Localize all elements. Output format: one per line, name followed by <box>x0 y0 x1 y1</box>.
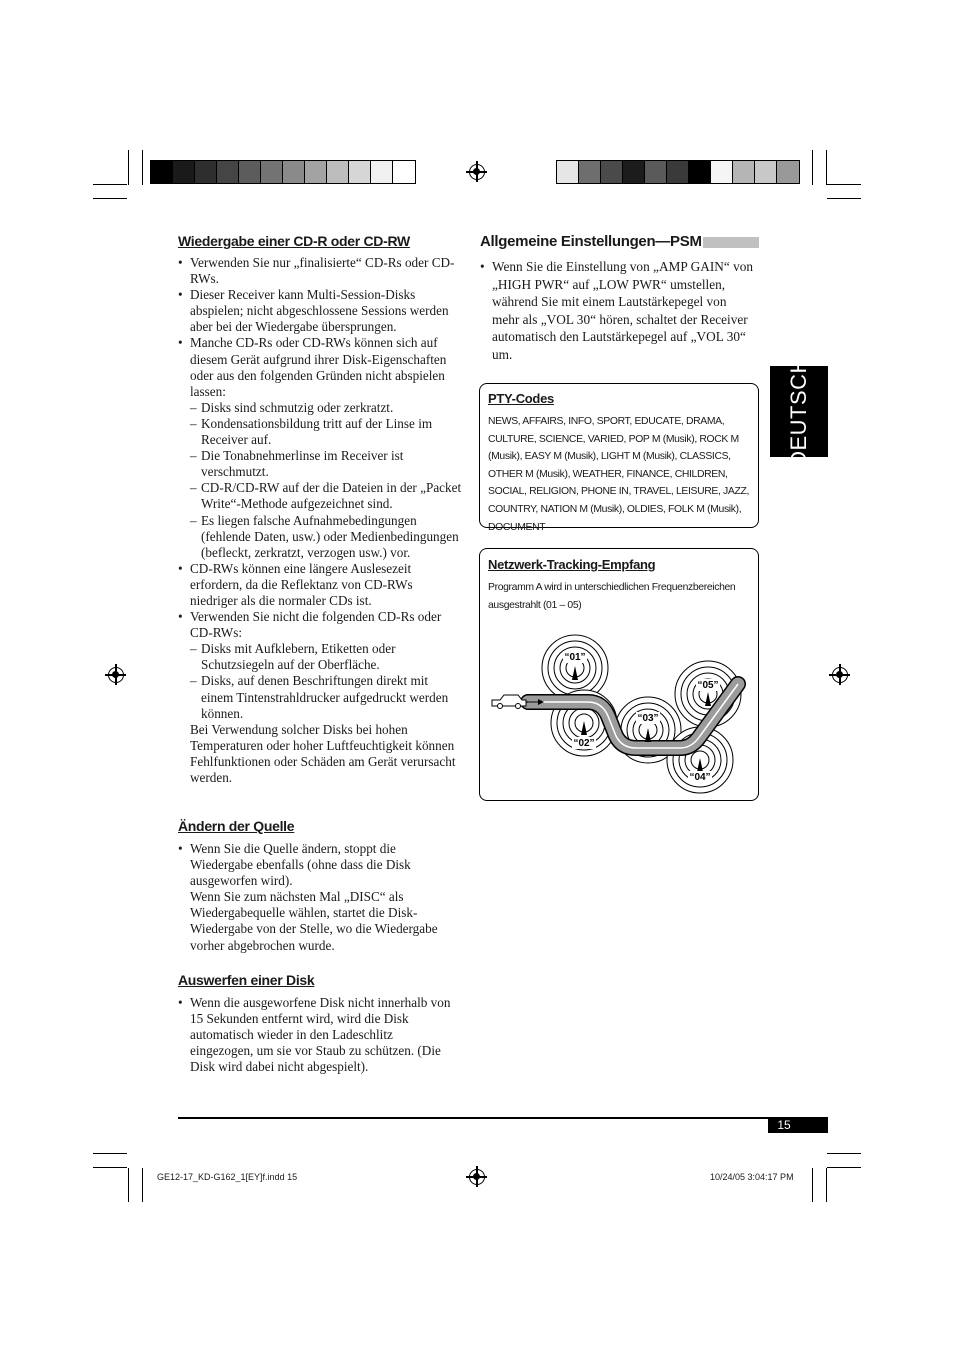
registration-swatch <box>689 161 711 183</box>
registration-swatch <box>711 161 733 183</box>
pty-codes-title: PTY-Codes <box>488 391 554 406</box>
list-item: • Dieser Receiver kann Multi-Session-Disks abspielen; nicht abgeschlossene Sessions werden aber bei der Wiedergabe übersprungen. <box>178 287 463 335</box>
station-label-03: “03” <box>637 713 659 724</box>
heading-accent-bar <box>703 237 759 248</box>
section-heading-psm: Allgemeine Einstellungen—PSM <box>480 233 702 250</box>
sub-item: – Die Tonabnehmerlinse im Receiver ist verschmutzt. <box>190 448 463 480</box>
station-label-05: “05” <box>697 680 719 691</box>
note-text: Wenn Sie zum nächsten Mal „DISC“ als Wiedergabequelle wählen, startet die Disk-Wiedergabe von der Stelle, wo die Wiedergabe vorher abgebrochen wurde. <box>190 889 438 953</box>
registration-swatch <box>601 161 623 183</box>
list-item: • Wenn die ausgeworfene Disk nicht innerhalb von 15 Sekunden entfernt wird, wird die Disk automatisch wieder in den Ladeschlitz eingezogen, um sie vor Staub zu schützen. (Die Disk wird dabei nicht abgespielt). <box>178 995 458 1075</box>
network-tracking-diagram <box>480 620 758 798</box>
registration-swatch <box>305 161 327 183</box>
page-number: 15 <box>777 1118 791 1132</box>
registration-target-icon <box>469 1169 485 1185</box>
registration-swatch <box>645 161 667 183</box>
registration-bar-left <box>150 160 416 184</box>
car-icon <box>492 695 526 709</box>
section-heading-cdr: Wiedergabe einer CD-R oder CD-RW <box>178 233 410 249</box>
footer-rule <box>178 1117 828 1119</box>
sub-item: – Disks mit Aufklebern, Etiketten oder Schutzsiegeln auf der Oberfläche. <box>190 641 463 673</box>
section-heading-eject: Auswerfen einer Disk <box>178 972 315 988</box>
list-item: • Verwenden Sie nicht die folgenden CD-Rs oder CD-RWs: – Disks mit Aufklebern, Etiketten oder Schutzsiegeln auf der Oberfläche. – Disks, auf denen Beschriftungen direkt mit einem Tintenstrahldrucker aufgedruckt werden können. Bei Verwendung solcher Disks bei hohen Temperaturen oder hoher Luftfeuchtigkeit können Fehlfunktionen oder Schäden am Gerät verursacht werden. <box>178 609 463 786</box>
registration-swatch <box>217 161 239 183</box>
registration-swatch <box>371 161 393 183</box>
registration-bar-right <box>556 160 800 184</box>
footer-timestamp: 10/24/05 3:04:17 PM <box>710 1172 794 1182</box>
footer-file-slug: GE12-17_KD-G162_1[EY]f.indd 15 <box>157 1172 298 1182</box>
registration-swatch <box>173 161 195 183</box>
list-item: • Manche CD-Rs oder CD-RWs können sich auf diesem Gerät aufgrund ihrer Disk-Eigenschaften oder aus den folgenden Gründen nicht abspielen lassen: – Disks sind schmutzig oder zerkratzt. – Kondensationsbildung tritt auf der Linse im Receiver auf. – Die Tonabnehmerlinse im Receiver ist verschmutzt. – CD-R/CD-RW auf der die Dateien in der „Packet Write“-Methode aufgezeichnet sind. – Es liegen falsche Aufnahmebedingungen (fehlende Daten, usw.) oder Medienbedingungen (befleckt, zerkratzt, verzogen usw.) vor. <box>178 335 463 560</box>
list-item: • Wenn Sie die Quelle ändern, stoppt die Wiedergabe ebenfalls (ohne dass die Disk ausgeworfen wird). Wenn Sie zum nächsten Mal „DISC“ als Wiedergabequelle wählen, startet die Disk-Wiedergabe von der Stelle, wo die Wiedergabe vorher abgebrochen wurde. <box>178 841 450 954</box>
registration-swatch <box>623 161 645 183</box>
registration-swatch <box>283 161 305 183</box>
list-item: • CD-RWs können eine längere Auslesezeit erfordern, da die Reflektanz von CD-RWs niedriger als die normaler CDs ist. <box>178 561 463 609</box>
registration-swatch <box>777 161 799 183</box>
language-tab: DEUTSCH <box>770 366 828 457</box>
source-bullet-list <box>178 841 450 954</box>
registration-swatch <box>261 161 283 183</box>
station-label-04: “04” <box>689 772 711 783</box>
pty-codes-text: NEWS, AFFAIRS, INFO, SPORT, EDUCATE, DRAMA, CULTURE, SCIENCE, VARIED, POP M (Musik), ROCK M (Musik), EASY M (Musik), LIGHT M (Musik), CLASSICS, OTHER M (Musik), WEATHER, FINANCE, CHILDREN, SOCIAL, RELIGION, PHONE IN, TRAVEL, LEISURE, JAZZ, COUNTRY, NATION M (Musik), OLDIES, FOLK M (Musik), DOCUMENT <box>488 416 749 533</box>
registration-swatch <box>195 161 217 183</box>
cdr-bullet-list <box>178 255 463 786</box>
registration-swatch <box>755 161 777 183</box>
network-tracking-text: Programm A wird in unterschiedlichen Frequenzbereichen ausgestrahlt (01 – 05) <box>488 582 736 611</box>
registration-swatch <box>579 161 601 183</box>
registration-swatch <box>557 161 579 183</box>
eject-bullet-list <box>178 995 458 1075</box>
sub-item: – Disks, auf denen Beschriftungen direkt mit einem Tintenstrahldrucker aufgedruckt werden können. <box>190 673 463 721</box>
note-text: Bei Verwendung solcher Disks bei hohen Temperaturen oder hoher Luftfeuchtigkeit können Fehlfunktionen oder Schäden am Gerät verursacht werden. <box>190 721 456 785</box>
registration-target-icon <box>469 164 485 180</box>
network-tracking-title: Netzwerk-Tracking-Empfang <box>488 557 656 572</box>
list-item: • Wenn Sie die Einstellung von „AMP GAIN“ von „HIGH PWR“ auf „LOW PWR“ umstellen, während Sie mit einem Lautstärkepegel von mehr als „VOL 30“ hören, schaltet der Receiver automatisch den Lautstärkepegel auf „VOL 30“ um. <box>480 258 756 363</box>
registration-swatch <box>393 161 415 183</box>
list-item: • Verwenden Sie nur „finalisierte“ CD-Rs oder CD-RWs. <box>178 255 463 287</box>
registration-swatch <box>239 161 261 183</box>
station-label-02: “02” <box>573 738 595 749</box>
sub-item: – CD-R/CD-RW auf der die Dateien in der „Packet Write“-Methode aufgezeichnet sind. <box>190 480 463 512</box>
registration-target-icon <box>108 667 124 683</box>
section-heading-source: Ändern der Quelle <box>178 818 295 834</box>
registration-swatch <box>151 161 173 183</box>
registration-swatch <box>667 161 689 183</box>
registration-swatch <box>733 161 755 183</box>
registration-swatch <box>349 161 371 183</box>
registration-swatch <box>327 161 349 183</box>
station-label-01: “01” <box>564 652 586 663</box>
psm-bullet-list <box>480 258 756 363</box>
sub-item: – Es liegen falsche Aufnahmebedingungen (fehlende Daten, usw.) oder Medienbedingungen (befleckt, zerkratzt, verzogen usw.) vor. <box>190 513 463 561</box>
sub-item: – Kondensationsbildung tritt auf der Linse im Receiver auf. <box>190 416 463 448</box>
sub-item: – Disks sind schmutzig oder zerkratzt. <box>190 400 463 416</box>
registration-target-icon <box>832 667 848 683</box>
